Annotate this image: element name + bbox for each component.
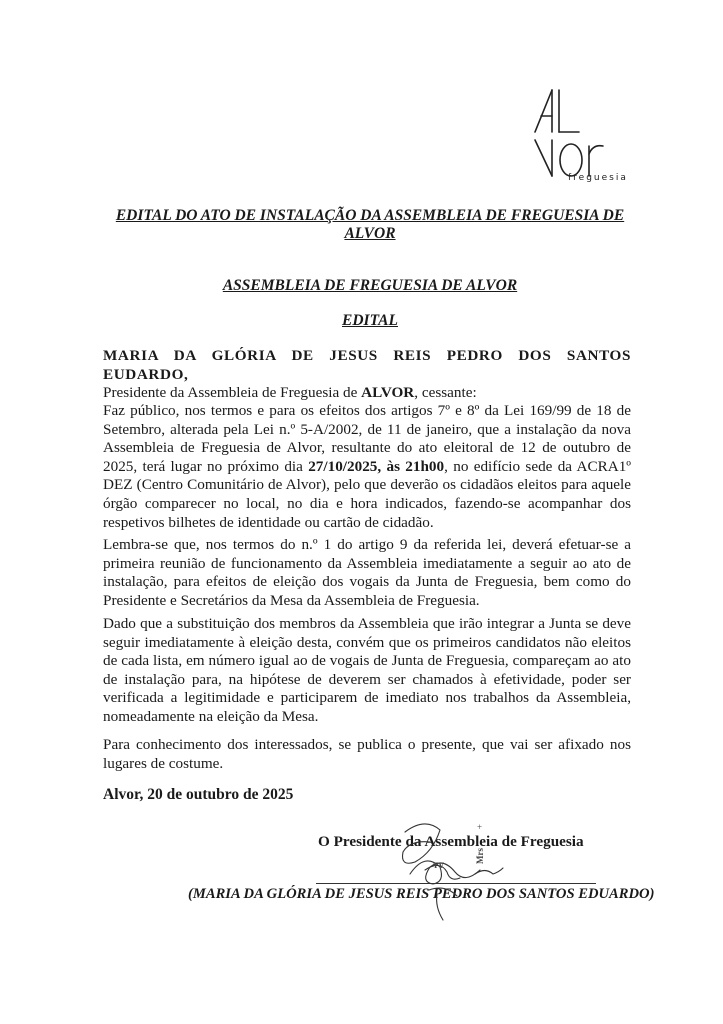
handwritten-signature-icon [385,812,525,922]
role-place: ALVOR [361,384,415,402]
paragraph-announcement [103,402,631,532]
announcement-text: Faz público, nos termos e para os efeitos dos artigos 7º e 8º da Lei 169/99 de 18 de Setembro, alterada pela Lei n.º 5-A/2002, de 11 de janeiro, que a instalação da nova Assembleia de Freguesia de Alvor, resultante do ato eleitoral de 12 de outubro de 2025, terá lugar no próximo dia [103,402,631,475]
signature-title: O Presidente da Assembleia de Freguesia [318,833,584,850]
paragraph-publication: Para conhecimento dos interessados, se publica o presente, que vai ser afixado nos lugares de costume. [103,736,631,772]
document-subtitle: ASSEMBLEIA DE FREGUESIA DE ALVOR [222,277,518,294]
svg-text:Mrs: Mrs [475,848,485,864]
place-and-date: Alvor, 20 de outubro de 2025 [103,786,294,803]
intro-paragraph [103,347,631,403]
role-prefix: Presidente da Assembleia de Freguesia de [103,384,362,402]
paragraph-first-meeting: Lembra-se que, nos termos do n.º 1 do artigo 9 da referida lei, deverá efetuar-se a primeira reunião de funcionamento da Assembleia imediatamente a seguir ao ato de instalação, para efeitos de eleição dos vogais da Junta de Freguesia, bem como do Presidente e Secretários da Mesa da Assembleia de Freguesia. [103,536,631,609]
svg-text:+: + [477,822,483,832]
president-role [103,384,631,403]
paragraph-substitution: Dado que a substituição dos membros da Assembleia que irão integrar a Junta se deve seguir imediatamente à eleição desta, convém que os primeiros candidatos não eleitos de cada lista, em número igual ao de vogais de Junta de Freguesia, compareçam ao ato de instalação para, na hipótese de deverem ser chamados à efetividade, poder ser verificada a legitimidade e participarem de imediato nos trabalhos da Assembleia, nomeadamente na eleição da Mesa. [103,615,631,725]
announcement-text-continued: , no edifício sede da ACRA1º DEZ (Centro Comunitário de Alvor), pelo que deverão os cidadãos eleitos para aquele órgão comparecer no local, no dia e hora indicados, fazendo-se acompanhar dos respetivos bilhetes de identidade ou cartão de cidadão. [103,457,632,531]
signature-line [316,883,596,884]
role-suffix: , cessante: [414,384,477,402]
svg-text:TV: TV [433,861,445,870]
meeting-datetime: 27/10/2025, às 21h00 [308,457,445,475]
signatory-name: (MARIA DA GLÓRIA DE JESUS REIS PEDRO DOS SANTOS EDUARDO) [188,886,655,902]
edital-heading: EDITAL [342,312,398,329]
document-title: EDITAL DO ATO DE INSTALAÇÃO DA ASSEMBLEIA DE FREGUESIA DE ALVOR [115,207,625,242]
logo-subtitle: freguesia [568,173,628,183]
president-name: MARIA DA GLÓRIA DE JESUS REIS PEDRO DOS SANTOS EUDARDO, [103,347,631,383]
